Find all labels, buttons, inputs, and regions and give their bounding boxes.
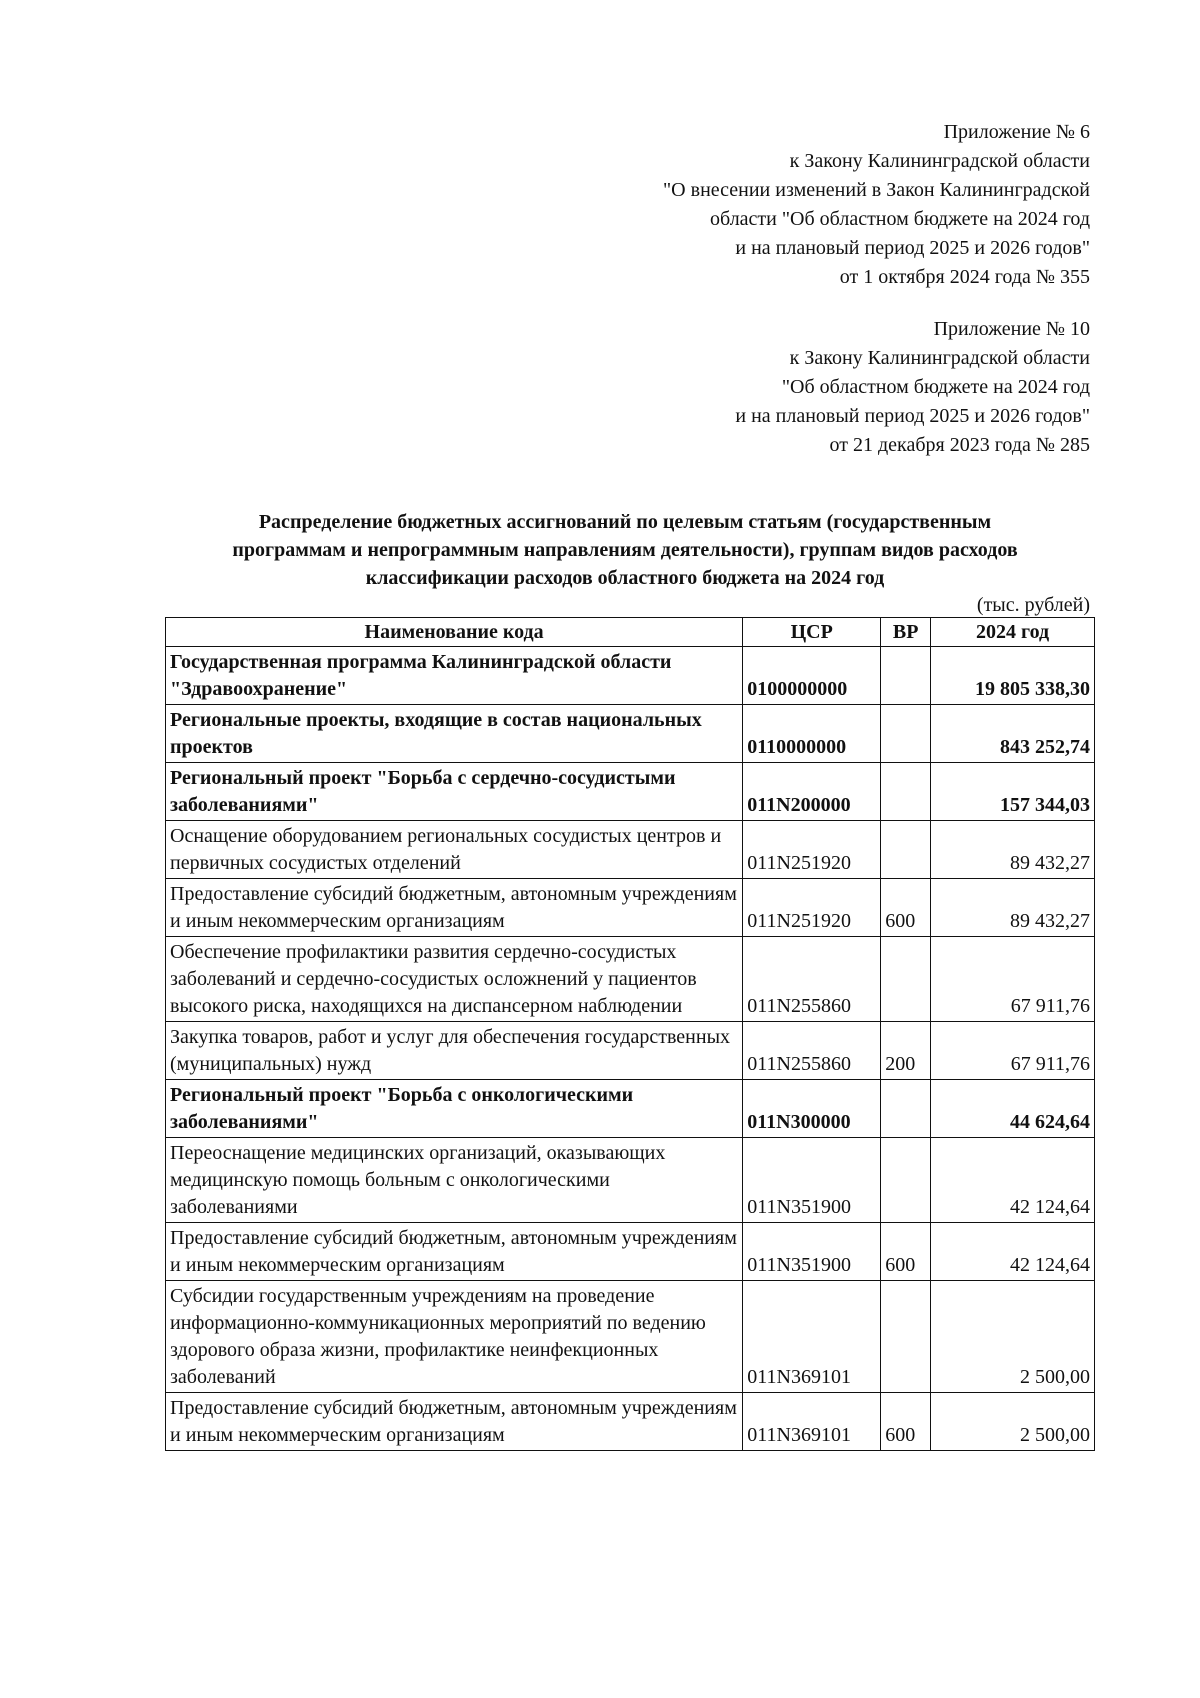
row-name: Оснащение оборудованием региональных сосудистых центров и первичных сосудистых отделений <box>166 821 743 879</box>
table-row <box>166 1281 1095 1393</box>
title-line: Распределение бюджетных ассигнований по целевым статьям (государственным <box>258 511 992 533</box>
row-vr: 600 <box>881 1223 931 1281</box>
row-csr: 011N251920 <box>743 879 881 937</box>
row-sum: 843 252,74 <box>931 705 1095 763</box>
annex-line: области "Об областном бюджете на 2024 год <box>710 208 1090 230</box>
annex-line: и на плановый период 2025 и 2026 годов" <box>735 405 1090 427</box>
annex-line: к Закону Калининградской области <box>789 347 1090 369</box>
table-header-row <box>166 618 1095 647</box>
annex-line: от 1 октября 2024 года № 355 <box>839 266 1090 288</box>
row-name: Переоснащение медицинских организаций, оказывающих медицинскую помощь больным с онкологическими заболеваниями <box>166 1138 743 1223</box>
row-name: Региональный проект "Борьба с сердечно-сосудистыми заболеваниями" <box>166 763 743 821</box>
budget-table <box>165 617 1095 1451</box>
row-name: Предоставление субсидий бюджетным, автономным учреждениям и иным некоммерческим организациям <box>166 1393 743 1451</box>
row-name: Региональный проект "Борьба с онкологическими заболеваниями" <box>166 1080 743 1138</box>
annex-10-reference <box>735 315 1090 460</box>
row-csr: 011N351900 <box>743 1138 881 1223</box>
row-vr <box>881 647 931 705</box>
annex-line: Приложение № 10 <box>933 318 1090 340</box>
row-name: Закупка товаров, работ и услуг для обеспечения государственных (муниципальных) нужд <box>166 1022 743 1080</box>
row-sum: 2 500,00 <box>931 1393 1095 1451</box>
table-row <box>166 937 1095 1022</box>
annex-line: и на плановый период 2025 и 2026 годов" <box>735 237 1090 259</box>
header-name: Наименование кода <box>166 618 743 647</box>
row-sum: 67 911,76 <box>931 937 1095 1022</box>
row-csr: 0110000000 <box>743 705 881 763</box>
table-row <box>166 1080 1095 1138</box>
table-row <box>166 1223 1095 1281</box>
table-row <box>166 1022 1095 1080</box>
row-sum: 2 500,00 <box>931 1281 1095 1393</box>
row-csr: 011N255860 <box>743 1022 881 1080</box>
row-vr: 600 <box>881 879 931 937</box>
row-vr <box>881 1080 931 1138</box>
annex-line: "Об областном бюджете на 2024 год <box>781 376 1090 398</box>
document-title <box>130 508 1120 592</box>
row-name: Региональные проекты, входящие в состав национальных проектов <box>166 705 743 763</box>
header-sum: 2024 год <box>931 618 1095 647</box>
row-vr <box>881 821 931 879</box>
row-csr: 011N255860 <box>743 937 881 1022</box>
row-csr: 011N251920 <box>743 821 881 879</box>
row-vr <box>881 1138 931 1223</box>
row-vr <box>881 1281 931 1393</box>
row-csr: 011N300000 <box>743 1080 881 1138</box>
row-vr: 200 <box>881 1022 931 1080</box>
row-sum: 67 911,76 <box>931 1022 1095 1080</box>
title-line: классификации расходов областного бюджета на 2024 год <box>365 567 885 589</box>
row-vr <box>881 937 931 1022</box>
row-name: Предоставление субсидий бюджетным, автономным учреждениям и иным некоммерческим организациям <box>166 1223 743 1281</box>
table-row <box>166 763 1095 821</box>
row-vr <box>881 763 931 821</box>
row-name: Предоставление субсидий бюджетным, автономным учреждениям и иным некоммерческим организациям <box>166 879 743 937</box>
row-name: Обеспечение профилактики развития сердечно-сосудистых заболеваний и сердечно-сосудистых осложнений у пациентов высокого риска, находящихся на диспансерном наблюдении <box>166 937 743 1022</box>
row-sum: 157 344,03 <box>931 763 1095 821</box>
row-vr: 600 <box>881 1393 931 1451</box>
row-sum: 42 124,64 <box>931 1223 1095 1281</box>
annex-line: к Закону Калининградской области <box>789 150 1090 172</box>
table-row <box>166 1393 1095 1451</box>
header-vr: ВР <box>881 618 931 647</box>
row-sum: 42 124,64 <box>931 1138 1095 1223</box>
row-csr: 011N369101 <box>743 1281 881 1393</box>
row-sum: 44 624,64 <box>931 1080 1095 1138</box>
row-sum: 89 432,27 <box>931 879 1095 937</box>
title-line: программам и непрограммным направлениям деятельности), группам видов расходов <box>232 539 1018 561</box>
row-csr: 011N200000 <box>743 763 881 821</box>
row-sum: 89 432,27 <box>931 821 1095 879</box>
annex-6-reference <box>663 118 1090 292</box>
row-csr: 0100000000 <box>743 647 881 705</box>
annex-line: от 21 декабря 2023 года № 285 <box>829 434 1090 456</box>
table-row <box>166 647 1095 705</box>
units-label: (тыс. рублей) <box>976 594 1090 616</box>
header-csr: ЦСР <box>743 618 881 647</box>
row-csr: 011N351900 <box>743 1223 881 1281</box>
table-row <box>166 879 1095 937</box>
table-row <box>166 821 1095 879</box>
row-vr <box>881 705 931 763</box>
annex-line: "О внесении изменений в Закон Калининградской <box>663 179 1090 201</box>
annex-line: Приложение № 6 <box>943 121 1090 143</box>
table-row <box>166 1138 1095 1223</box>
row-name: Государственная программа Калининградской области "Здравоохранение" <box>166 647 743 705</box>
table-row <box>166 705 1095 763</box>
row-name: Субсидии государственным учреждениям на проведение информационно-коммуникационных мероприятий по ведению здорового образа жизни, профилактике неинфекционных заболеваний <box>166 1281 743 1393</box>
row-csr: 011N369101 <box>743 1393 881 1451</box>
row-sum: 19 805 338,30 <box>931 647 1095 705</box>
